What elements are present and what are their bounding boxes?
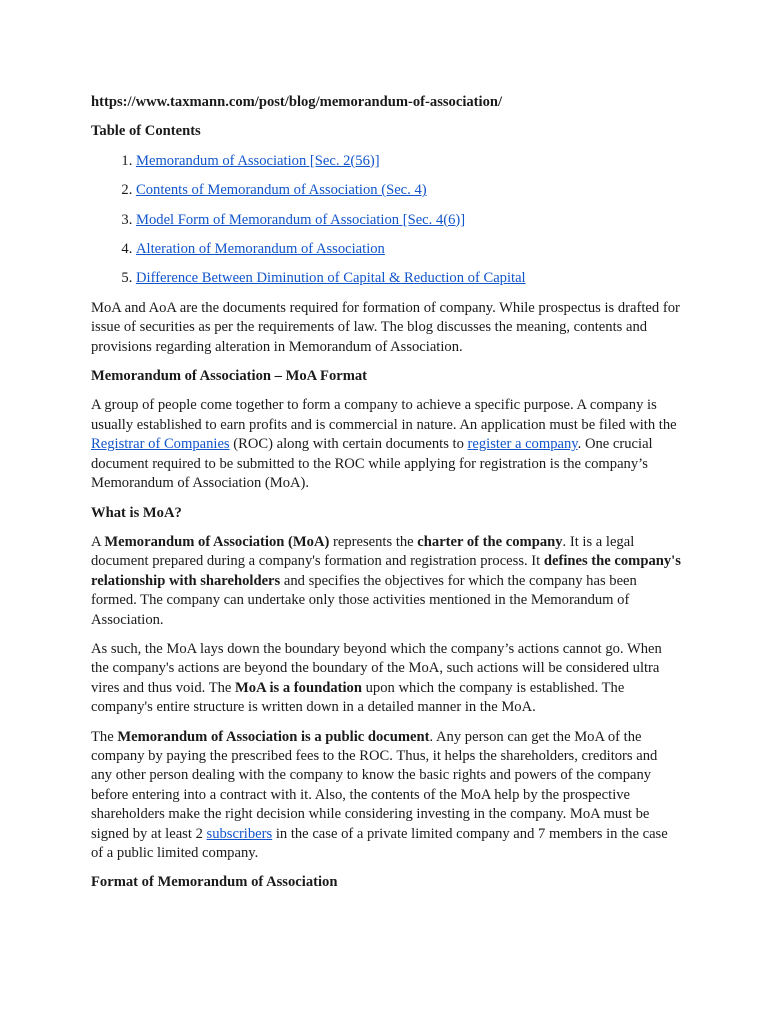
link-subscribers[interactable]: subscribers: [206, 825, 273, 842]
toc-item: [136, 269, 681, 288]
text-run: (ROC) along with certain documents to: [229, 436, 468, 453]
section-heading-what-is-moa: What is MoA?: [91, 504, 182, 521]
text-run: in the case of a private limited company and 7 members in the case of a public limited company.: [91, 825, 668, 861]
document-body: [91, 93, 681, 903]
bold-text: charter of the company: [417, 533, 563, 550]
bold-text: Memorandum of Association (MoA): [104, 533, 330, 550]
toc-item: [136, 152, 681, 171]
text-run: . One crucial document required to be submitted to the ROC while applying for registration is the company’s Memorandum of Association (MoA).: [91, 436, 653, 492]
table-of-contents: [91, 152, 681, 289]
section-heading-moa-format: Memorandum of Association – MoA Format: [91, 368, 368, 385]
text-run: upon which the company is established. The company's entire structure is written down in a detailed manner in the MoA.: [91, 679, 625, 716]
text-run: . Any person can get the MoA of the company by paying the prescribed fees to the ROC. Thus, it helps the shareholders, creditors and any other person dealing with the company to know the basic rights and powers of the company before entering into a contract with it. Also, the contents of the MoA help by the prospective shareholders make the right decision while considering investing in the company. MoA must be signed by at least 2: [91, 728, 658, 842]
text-run: A group of people come together to form a company to achieve a specific purpose. A company is usually established to earn profits and is commercial in nature. An application must be filed with the: [91, 397, 677, 433]
link-registrar-of-companies[interactable]: Registrar of Companies: [91, 436, 230, 453]
paragraph-moa-boundary: [91, 640, 681, 718]
bold-text: defines the company's relationship with shareholders: [91, 553, 681, 589]
paragraph-company-formation: [91, 396, 681, 493]
toc-link-moa[interactable]: Memorandum of Association [Sec. 2(56)]: [136, 152, 380, 169]
toc-item: [136, 211, 681, 230]
text-run: and specifies the objectives for which the company has been formed. The company can undertake only those activities mentioned in the Memorandum of Association.: [91, 572, 637, 628]
toc-item: [136, 240, 681, 259]
text-run: . It is a legal document prepared during a company's formation and registration process. It: [91, 533, 635, 570]
text-run: represents the: [329, 533, 418, 550]
link-register-a-company[interactable]: register a company: [467, 436, 578, 453]
paragraph-moa-definition: [91, 533, 681, 630]
source-url: https://www.taxmann.com/post/blog/memorandum-of-association/: [91, 94, 503, 110]
paragraph-moa-public-document: [91, 728, 681, 864]
intro-paragraph: MoA and AoA are the documents required for formation of company. While prospectus is drafted for issue of securities as per the requirements of law. The blog discusses the meaning, contents and provisions regarding alteration in Memorandum of Association.: [91, 299, 680, 355]
toc-link-contents[interactable]: Contents of Memorandum of Association (Sec. 4): [136, 182, 427, 199]
toc-link-model-form[interactable]: Model Form of Memorandum of Association [Sec. 4(6)]: [136, 211, 466, 228]
bold-text: MoA is a foundation: [235, 679, 362, 696]
toc-title: Table of Contents: [91, 123, 201, 140]
bold-text: Memorandum of Association is a public document: [117, 728, 430, 745]
text-run: The: [91, 728, 118, 745]
section-heading-format: Format of Memorandum of Association: [91, 874, 338, 891]
toc-item: [136, 181, 681, 200]
toc-link-difference[interactable]: Difference Between Diminution of Capital & Reduction of Capital: [136, 270, 526, 287]
toc-link-alteration[interactable]: Alteration of Memorandum of Association: [136, 241, 385, 258]
text-run: A: [91, 533, 105, 550]
text-run: As such, the MoA lays down the boundary beyond which the company’s actions cannot go. When the company's actions are beyond the boundary of the MoA, such actions will be considered ultra vires and thus void. The: [91, 640, 662, 696]
